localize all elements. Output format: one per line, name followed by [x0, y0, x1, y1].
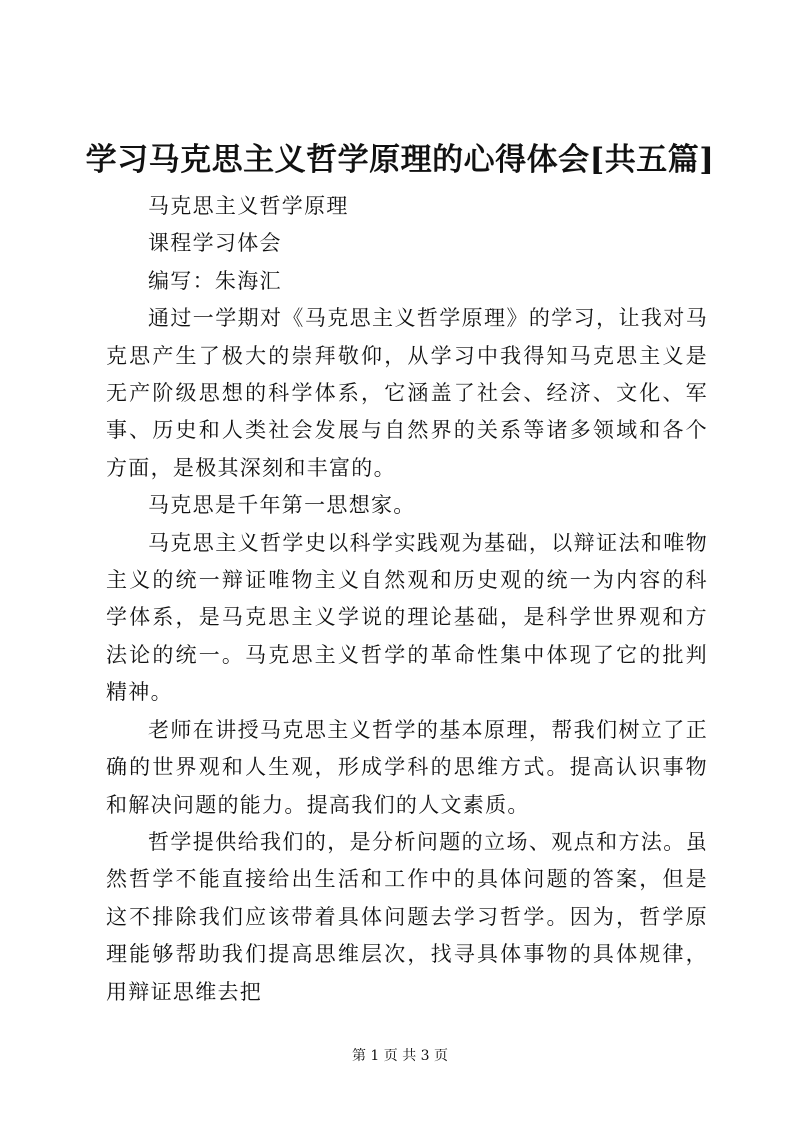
- page-number-footer: 第 1 页 共 3 页: [351, 1048, 449, 1064]
- course-name-line: 马克思主义哲学原理: [148, 194, 349, 218]
- body-paragraph: 哲学提供给我们的，是分析问题的立场、观点和方法。虽然哲学不能直接给出生活和工作中的具体问题的答案，但是这不排除我们应该带着具体问题去学习哲学。因为，哲学原理能够帮助我们提高思维层次，找寻具体事物的具体规律，用辩证思维去把: [106, 829, 708, 1004]
- subtitle-line: 课程学习体会: [148, 231, 282, 256]
- body-paragraph: 马克思主义哲学史以科学实践观为基础，以辩证法和唯物主义的统一辩证唯物主义自然观和历史观的统一为内容的科学体系，是马克思主义学说的理论基础，是科学世界观和方法论的统一。马克思主义哲学的革命性集中体现了它的批判精神。: [106, 530, 708, 705]
- body-paragraph: 马克思是千年第一思想家。: [148, 493, 416, 518]
- body-paragraph: 老师在讲授马克思主义哲学的基本原理，帮我们树立了正确的世界观和人生观，形成学科的思维方式。提高认识事物和解决问题的能力。提高我们的人文素质。: [106, 717, 708, 817]
- body-paragraph: 通过一学期对《马克思主义哲学原理》的学习，让我对马克思产生了极大的崇拜敬仰，从学习中我得知马克思主义是无产阶级思想的科学体系，它涵盖了社会、经济、文化、军事、历史和人类社会发展与自然界的关系等诸多领域和各个方面，是极其深刻和丰富的。: [106, 306, 708, 480]
- document-title: 学习马克思主义哲学原理的心得体会[共五篇]: [85, 142, 715, 178]
- author-line: 编写：朱海汇: [148, 268, 282, 293]
- document-body: [106, 188, 708, 1011]
